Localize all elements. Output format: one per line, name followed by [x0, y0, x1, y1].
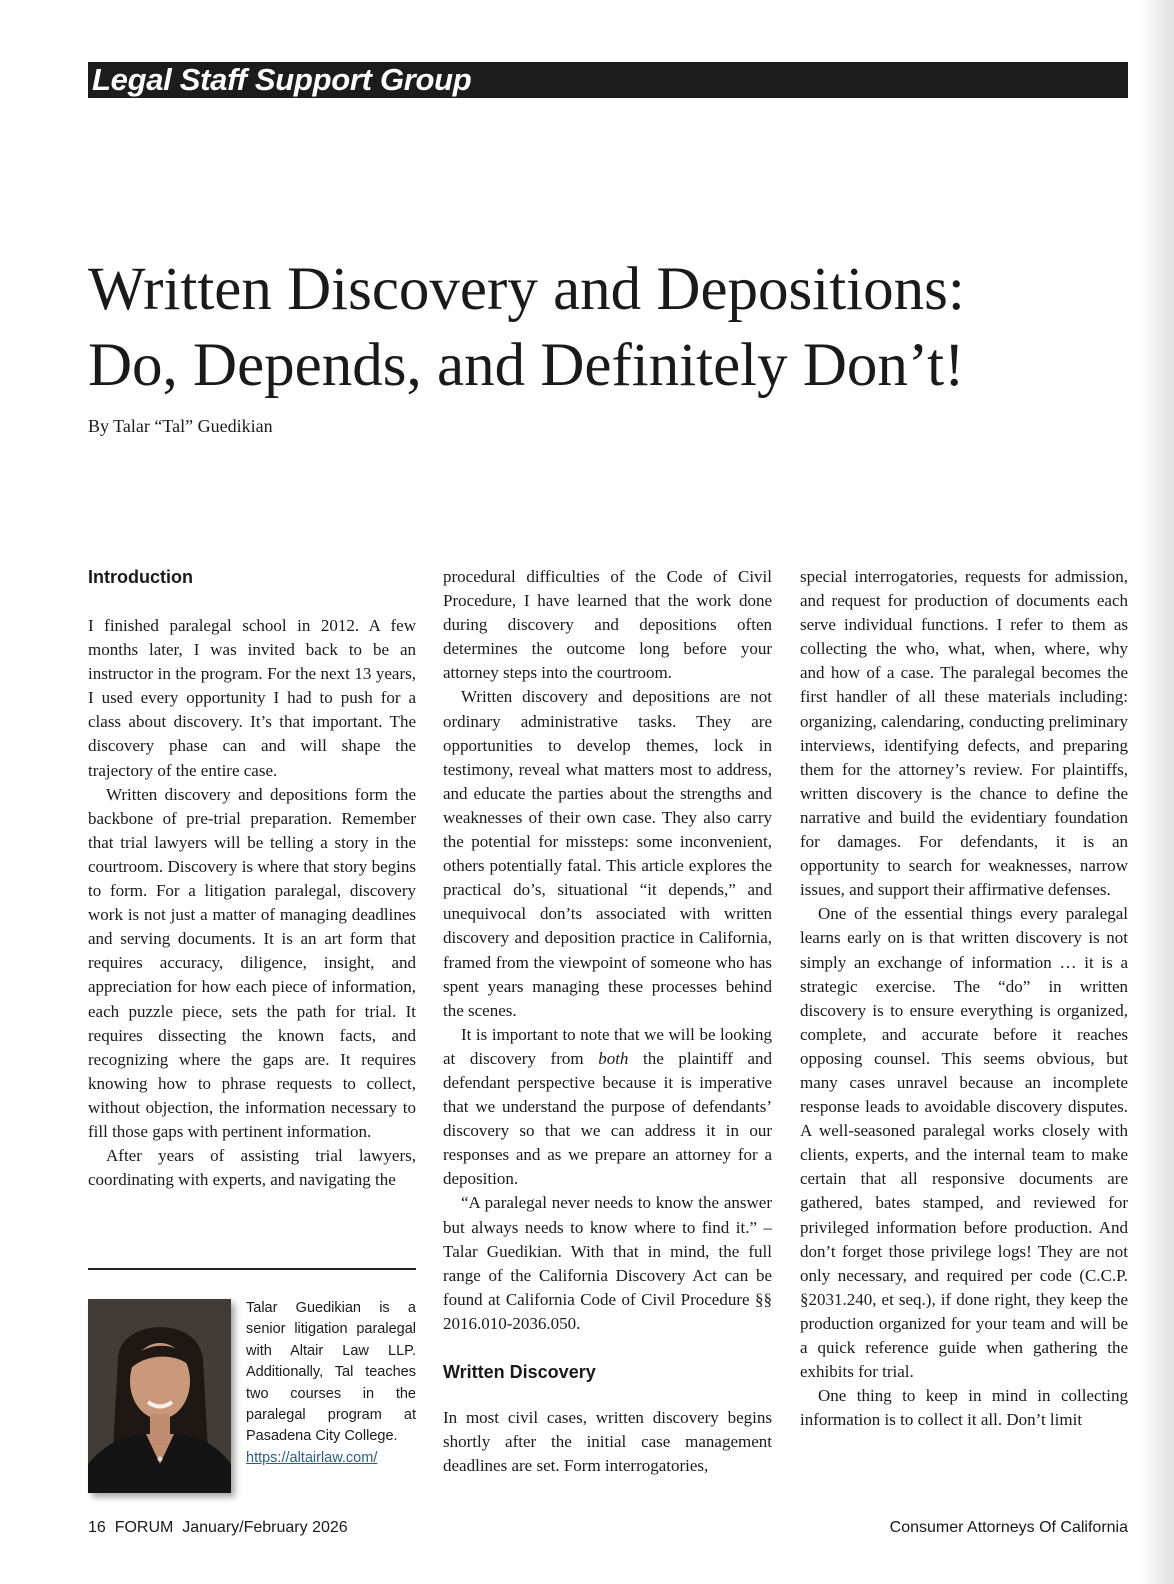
article-title: [88, 252, 1128, 404]
author-link[interactable]: https://altairlaw.com/: [246, 1449, 378, 1466]
section-banner: [88, 62, 1128, 98]
emphasis-text: both: [598, 1048, 629, 1068]
paragraph: In most civil cases, written discovery begins shortly after the initial case management deadlines are set. Form interrogatories,: [443, 1408, 772, 1476]
column-3: [800, 565, 1128, 1432]
paragraph: After years of assisting trial lawyers, coordinating with experts, and navigating the: [88, 1146, 416, 1190]
paragraph: “A paralegal never needs to know the answer but always needs to know where to find it.” – Talar Guedikian. With that in mind, the full range of the California Discovery Act can be found at California Code of Civil Procedure §§ 2016.010-2036.050.: [443, 1193, 772, 1333]
column-2: [443, 565, 772, 1478]
section-banner-label: Legal Staff Support Group: [92, 62, 472, 97]
paragraph-text: It is important to note that we will be looking at discovery from: [443, 1024, 772, 1068]
author-bio: [246, 1298, 416, 1469]
author-bio-text: Talar Guedikian is a senior litigation paralegal with Altair Law LLP. Additionally, Tal teaches two courses in the paralegal program at Pasadena City College.: [246, 1300, 416, 1445]
paragraph: Written discovery and depositions are not ordinary administrative tasks. They are opportunities to develop themes, lock in testimony, reveal what matters most to address, and educate the parties about the strengths and weaknesses of their own case. They also carry the potential for missteps: some inconvenient, others potentially fatal. This article explores the practical do’s, situational “it depends,” and unequivocal don’ts associated with written discovery and deposition practice in California, framed from the viewpoint of someone who has spent years managing these processes behind the scenes.: [443, 687, 772, 1020]
paragraph: I finished paralegal school in 2012. A few months later, I was invited back to be an instructor in the program. For the next 13 years, I used every opportunity I had to push for a class about discovery. It’s that important. The discovery phase can and will shape the trajectory of the entire case.: [88, 616, 416, 780]
article-title-line-1: Written Discovery and Depositions:: [88, 256, 965, 323]
column-1: [88, 614, 416, 1192]
paragraph: One of the essential things every paralegal learns early on is that written discovery is not simply an exchange of information … it is a strategic exercise. The “do” in written discovery is to ensure everything is organized, complete, and accurate before it reaches opposing counsel. This seems obvious, but many cases unravel because an incomplete response leads to avoidable discovery disputes. A well-seasoned paralegal works closely with clients, experts, and the internal team to make certain that all responsive documents are gathered, bates stamped, and reviewed for privileged information before production. And don’t forget those privilege logs! They are not only necessary, and required per code (C.C.P. §2031.240, et seq.), if done right, they keep the production organized for your team and will be a quick reference guide when gathering the exhibits for trial.: [800, 904, 1128, 1382]
author-portrait-illustration: [88, 1299, 231, 1493]
paragraph: Written discovery and depositions form the backbone of pre-trial preparation. Remember that trial lawyers will be telling a story in the courtroom. Discovery is where that story begins to form. For a litigation paralegal, discovery work is not just a matter of managing deadlines and serving documents. It is an art form that requires accuracy, diligence, insight, and appreciation for how each piece of information, each puzzle piece, sets the path for trial. It requires dissecting the known facts, and recognizing where the gaps are. It requires knowing how to phrase requests to collect, without objection, the information necessary to fill those gaps with pertinent information.: [88, 784, 416, 1141]
paragraph-text: the plaintiff and defendant perspective because it is imperative that we understand the purpose of defendants’ discovery so that we can address it in our responses and as we prepare an attorney for a deposition.: [443, 1048, 772, 1189]
bio-divider: [88, 1268, 416, 1270]
paragraph: procedural difficulties of the Code of Civil Procedure, I have learned that the work done during discovery and depositions often determines the outcome long before your attorney steps into the courtroom.: [443, 567, 772, 683]
page-edge-shadow: [1140, 0, 1174, 1584]
paragraph: [443, 1023, 772, 1192]
byline: By Talar “Tal” Guedikian: [88, 416, 273, 436]
paragraph: special interrogatories, requests for admission, and request for production of documents each serve individual functions. I refer to them as collecting the who, what, when, where, why and how of a case. The paralegal becomes the first handler of all these materials including: organizing, calendaring, conducting preliminary interviews, identifying defects, and preparing them for the attorney’s review. For plaintiffs, written discovery is the chance to define the narrative and build the evidentiary foundation for damages. For defendants, it is an opportunity to search for weaknesses, narrow issues, and support their affirmative defenses.: [800, 567, 1128, 900]
footer-page-info: 16 FORUM January/February 2026: [88, 1519, 348, 1536]
author-photo: [88, 1299, 231, 1493]
written-discovery-heading: Written Discovery: [443, 1362, 596, 1382]
article-title-line-2: Do, Depends, and Definitely Don’t!: [88, 332, 965, 399]
footer-publisher: Consumer Attorneys Of California: [889, 1519, 1128, 1536]
paragraph: One thing to keep in mind in collecting information is to collect it all. Don’t limit: [800, 1386, 1128, 1430]
introduction-heading: Introduction: [88, 567, 193, 587]
